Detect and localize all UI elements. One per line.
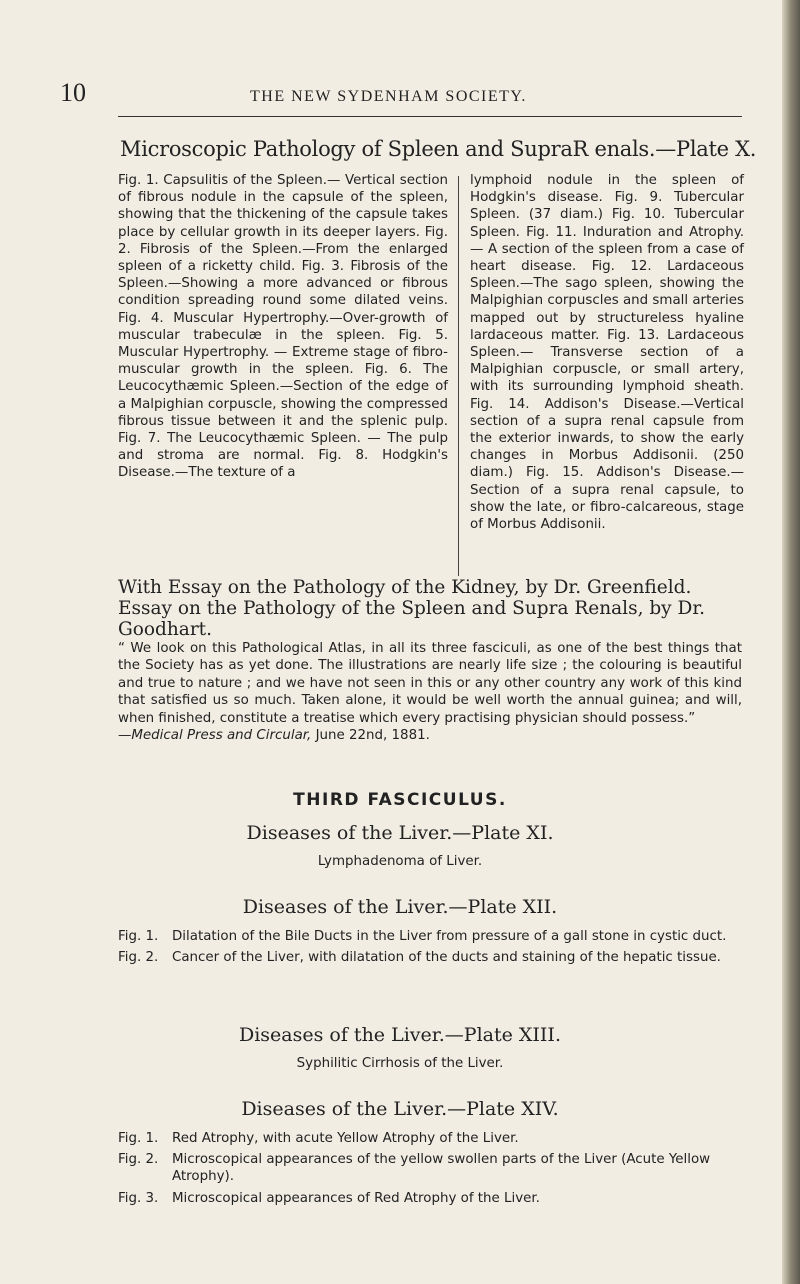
list-item (118, 1151, 742, 1185)
list-item (118, 949, 742, 966)
plate-xii-figs (118, 928, 742, 966)
review-dash: — (118, 728, 132, 744)
third-fasciculus-heading: THIRD FASCICULUS. (293, 790, 507, 810)
fig-text: Cancer of the Liver, with dilatation of the ducts and staining of the hepatic tissue. (172, 950, 721, 966)
plate-x-right-column: lymphoid nodule in the spleen of Hodgkin's disease. Fig. 9. Tubercular Spleen. (37 diam.) Fig. 10. Tubercular Spleen. Fig. 11. Induration and Atrophy. — A section of the spleen from a case of heart disease. Fig. 12. Lardaceous Spleen.—The sago spleen, showing the Malpighian corpuscles and small arteries mapped out by structureless hyaline lardaceous matter. Fig. 13. Lardaceous Spleen.— Transverse section of a Malpighian corpuscle, or small artery, with its surrounding lymphoid sheath. Fig. 14. Addison's Disease.—Vertical section of a supra renal capsule from the exterior inwards, to show the early changes in Morbus Addisonii. (250 diam.) Fig. 15. Addison's Disease.— Section of a supra renal capsule, to show the late, or fibro-calcareous, stage of Morbus Addisonii. (470, 173, 744, 533)
header-rule (118, 116, 742, 117)
plate-xii-title: Diseases of the Liver.—Plate XII. (242, 896, 558, 918)
plate-xiii-title: Diseases of the Liver.—Plate XIII. (239, 1024, 561, 1046)
running-head: THE NEW SYDENHAM SOCIETY. (250, 88, 527, 105)
page-number: 10 (60, 78, 86, 107)
fig-label: Fig. 3. (118, 1190, 159, 1206)
review-quote (118, 640, 742, 744)
review-source: Medical Press and Circular, (131, 728, 312, 744)
plate-xiii-subtitle: Syphilitic Cirrhosis of the Liver. (296, 1056, 504, 1071)
review-date: June 22nd, 1881. (311, 728, 430, 744)
list-item (118, 1130, 742, 1147)
essay-kidney: With Essay on the Pathology of the Kidney, by Dr. Greenfield. (118, 577, 692, 598)
essay-credits (118, 577, 742, 640)
plate-xiv-title: Diseases of the Liver.—Plate XIV. (241, 1098, 559, 1120)
plate-xi-title: Diseases of the Liver.—Plate XI. (246, 822, 554, 844)
list-item (118, 1190, 742, 1207)
review-text: “ We look on this Pathological Atlas, in all its three fasciculi, as one of the best things that the Society has as yet done. The illustrations are nearly life size ; the colouring is beautiful and true to nature ; and we have not seen in this or any other country any work of this kind that satisfied us so much. Taken alone, it would be well worth the annual guinea; and will, when finished, constitute a treatise which every practising physician should possess.” (118, 641, 742, 726)
fig-text: Microscopical appearances of the yellow swollen parts of the Liver (Acute Yellow Atrophy). (172, 1152, 711, 1185)
fig-text: Microscopical appearances of Red Atrophy of the Liver. (172, 1190, 540, 1206)
page-binding-edge (782, 0, 800, 1284)
plate-xiv-figs (118, 1130, 742, 1207)
fig-label: Fig. 2. (118, 1152, 159, 1168)
plate-xi-subtitle: Lymphadenoma of Liver. (317, 854, 483, 869)
fig-label: Fig. 1. (118, 929, 159, 944)
plate-x-left-column: Fig. 1. Capsulitis of the Spleen.— Vertical section of fibrous nodule in the capsule of the spleen, showing that the thickening of the capsule takes place by cellular growth in its deeper layers. Fig. 2. Fibrosis of the Spleen.—From the enlarged spleen of a ricketty child. Fig. 3. Fibrosis of the Spleen.—Showing a more advanced or fibrous condition spreading round some dilated veins. Fig. 4. Muscular Hypertrophy.—Over-growth of muscular trabeculæ in the spleen. Fig. 5. Muscular Hypertrophy. — Extreme stage of fibro-muscular growth in the spleen. Fig. 6. The Leucocythæmic Spleen.—Section of the edge of a Malpighian corpuscle, showing the compressed fibrous tissue between it and the splenic pulp. Fig. 7. The Leucocythæmic Spleen. — The pulp and stroma are normal. Fig. 8. Hodgkin's Disease.—The texture of a (118, 173, 448, 481)
list-item (118, 928, 742, 945)
fig-text: Red Atrophy, with acute Yellow Atrophy of the Liver. (172, 1131, 519, 1146)
plate-x-title: Microscopic Pathology of Spleen and SupraR enals.—Plate X. (120, 137, 757, 161)
essay-spleen: Essay on the Pathology of the Spleen and Supra Renals, by Dr. Goodhart. (118, 598, 706, 640)
fig-text: Dilatation of the Bile Ducts in the Liver from pressure of a gall stone in cystic duct. (172, 929, 727, 944)
column-divider (458, 176, 459, 576)
fig-label: Fig. 1. (118, 1131, 159, 1146)
fig-label: Fig. 2. (118, 950, 159, 966)
